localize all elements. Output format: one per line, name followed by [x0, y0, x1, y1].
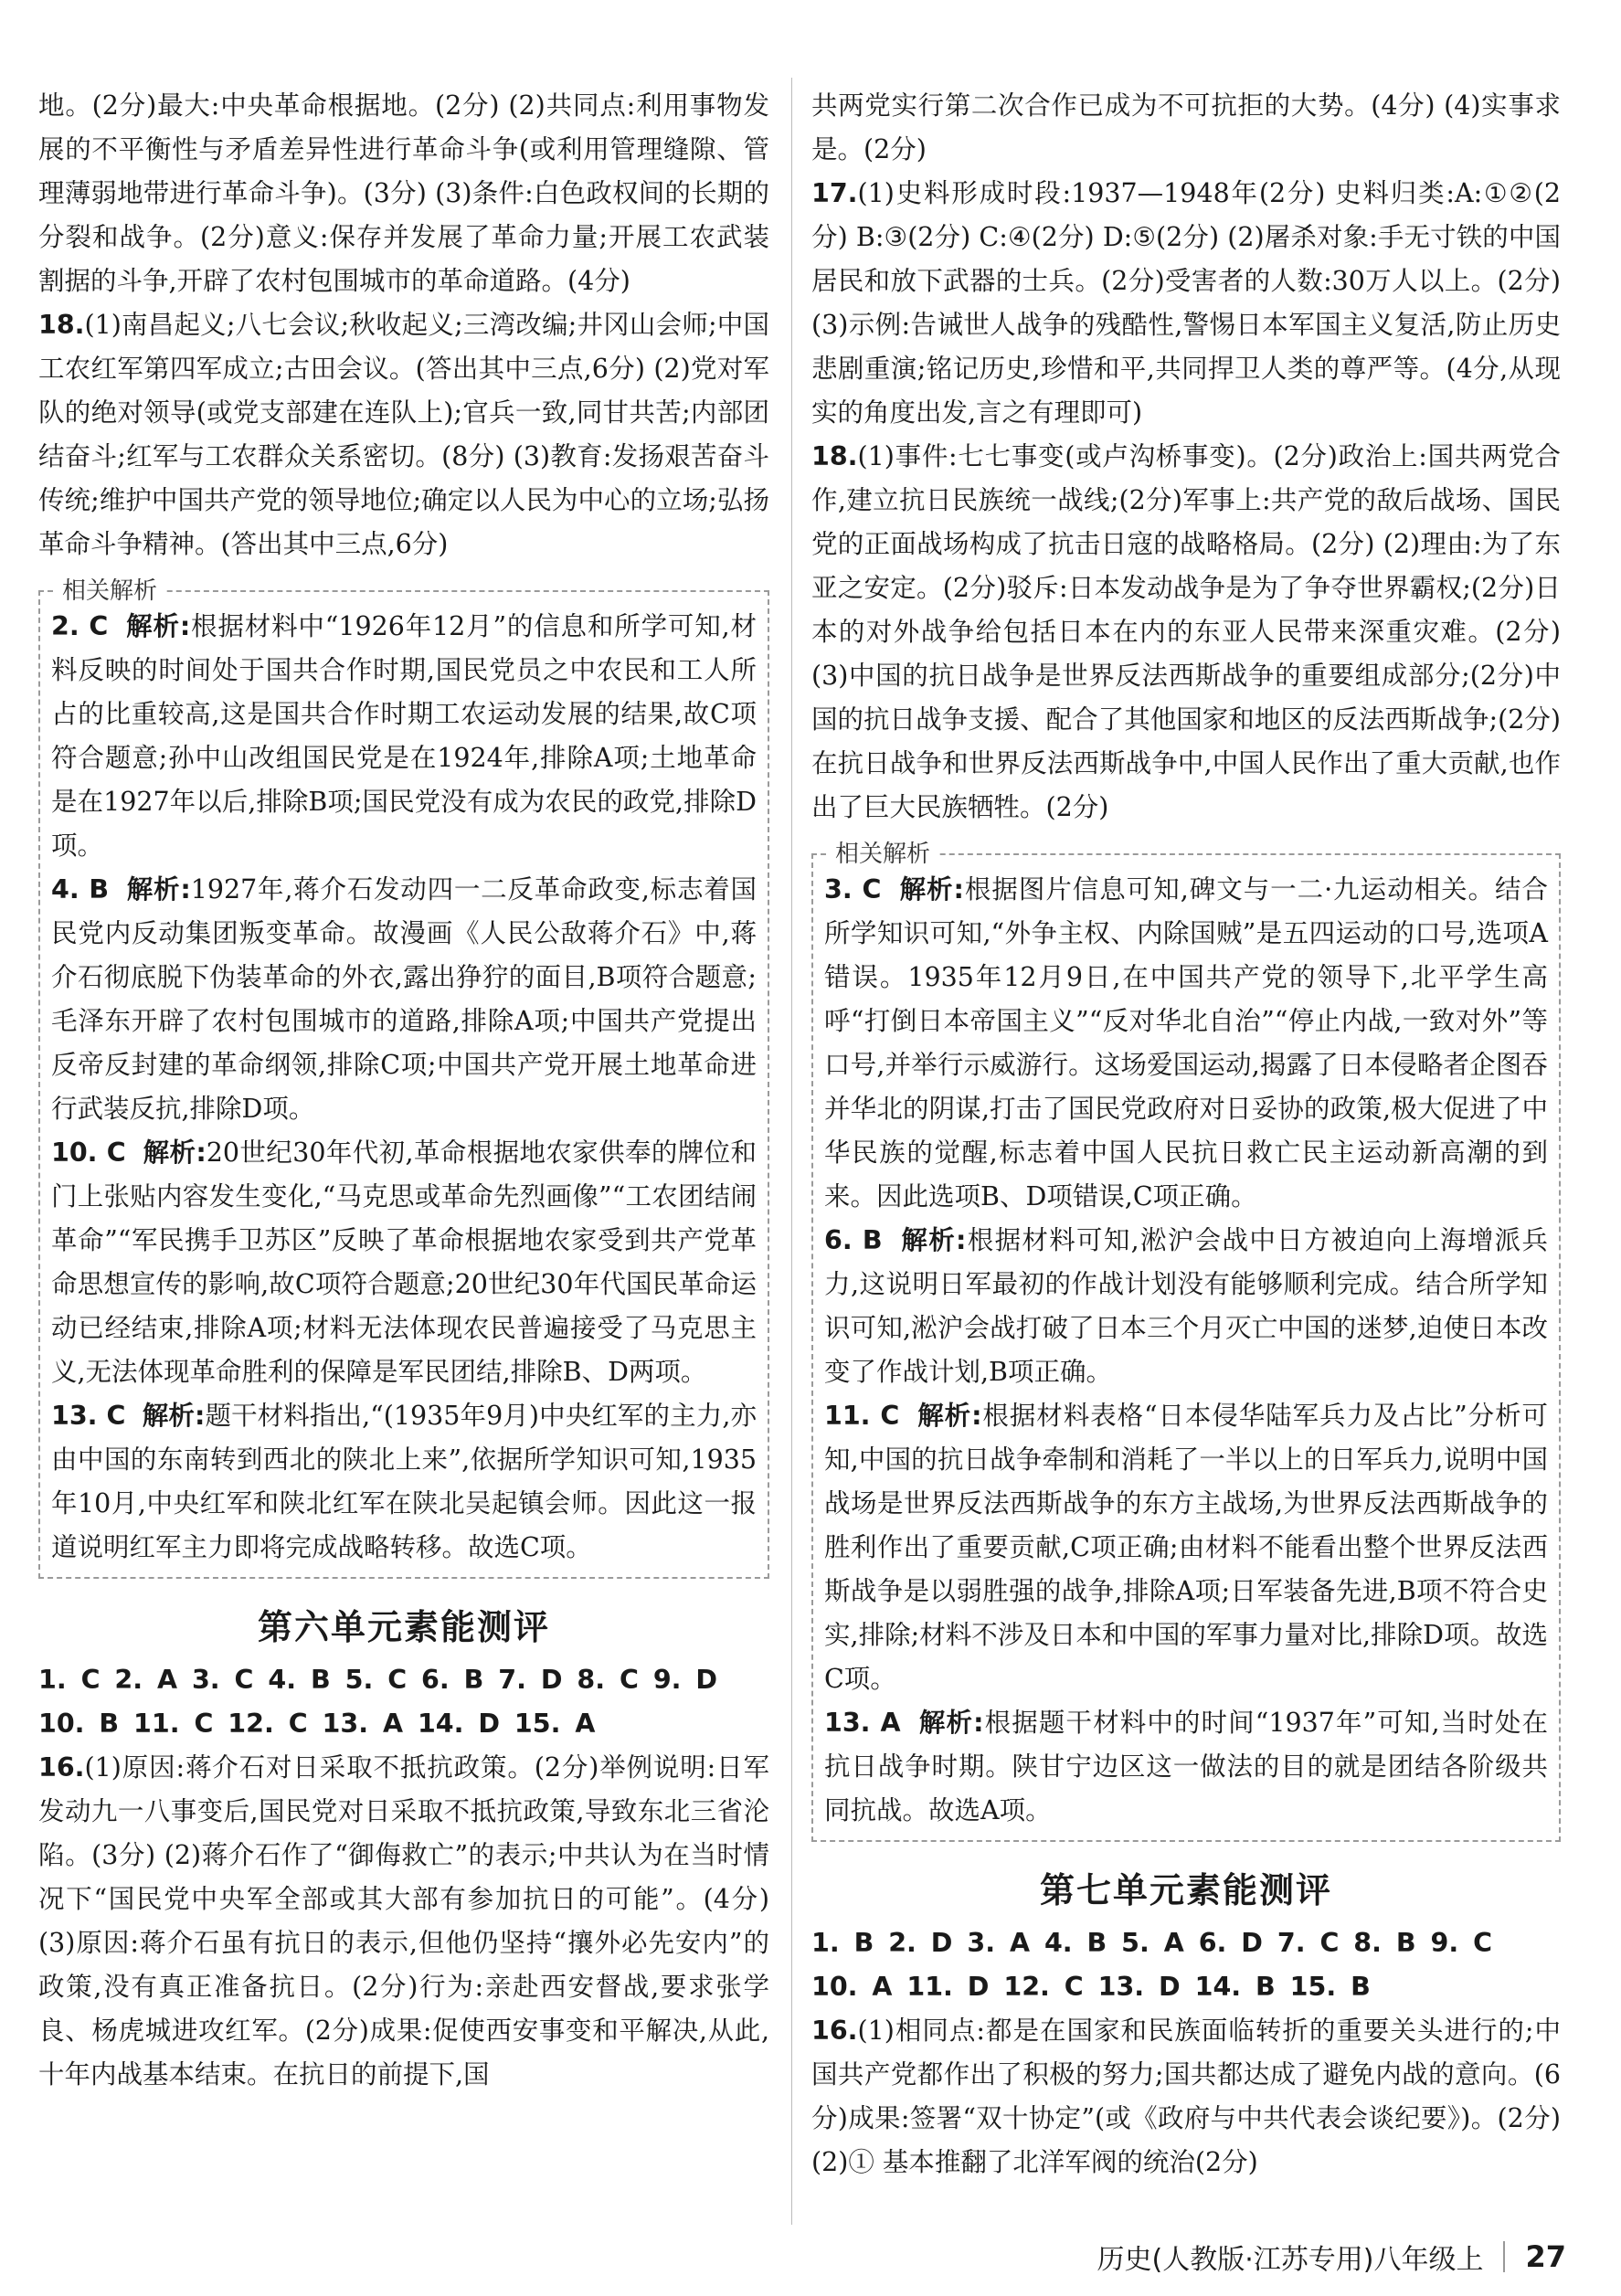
- analysis-item: 10. C 解析:20世纪30年代初,革命根据地农家供奉的牌位和门上张贴内容发生变化,“马克思或革命先烈画像”“工农团结闹革命”“军民携手卫苏区”反映了革命根据地农家受到共产党革命思想宣传的影响,故C项符合题意;20世纪30年代国民革命运动已经结束,排除A项;材料无法体现农民普遍接受了马克思主义,无法体现革命胜利的保障是军民团结,排除B、D两项。: [51, 1137, 758, 1387]
- analysis-item: 4. B 解析:1927年,蒋介石发动四一二反革命政变,标志着国民党内反动集团叛变革命。故漫画《人民公敌蒋介石》中,蒋介石彻底脱下伪装革命的外衣,露出狰狞的面目,B项符合题意;毛泽东开辟了农村包围城市的道路,排除A项;中国共产党提出反帝反封建的革命纲领,排除C项;中国共产党开展土地革命进行武装反抗,排除D项。: [51, 874, 758, 1124]
- left-answer-18: 18.(1)南昌起义;八七会议;秋收起义;三湾改编;井冈山会师;中国工农红军第四军成立;古田会议。(答出其中三点,6分) (2)党对军队的绝对领导(或党支部建在连队上);官兵一致,同甘共苦;内部团结奋斗;红军与工农群众关系密切。(8分) (3)教育:发扬艰苦奋斗传统;维护中国共产党的领导地位;确定以人民为中心的立场;弘扬革命斗争精神。(答出其中三点,6分): [38, 310, 769, 559]
- analysis-item: 13. A 解析:根据题干材料中的时间“1937年”可知,当时处在抗日战争时期。陕甘宁边区这一做法的目的就是团结各阶级共同抗战。故选A项。: [824, 1708, 1548, 1825]
- footer-subject: 历史(人教版·江苏专用)八年级上: [1097, 2244, 1484, 2276]
- unit6-answer-16: 16.(1)原因:蒋介石对日采取不抵抗政策。(2分)举例说明:日军发动九一八事变后,国民党对日采取不抵抗政策,导致东北三省沦陷。(3分) (2)蒋介石作了“御侮救亡”的表示;中共认为在当时情况下“国民党中央军全部或其大部有参加抗日的可能”。(4分) (3)原因:蒋介石虽有抗日的表示,但他仍坚持“攘外必先安内”的政策,没有真正准备抗日。(2分)行为:亲赴西安督战,要求张学良、杨虎城进攻红军。(2分)成果:促使西安事变和平解决,从此,十年内战基本结束。在抗日的前提下,国: [38, 1752, 769, 2090]
- analysis-item: 6. B 解析:根据材料可知,淞沪会战中日方被迫向上海增派兵力,这说明日军最初的作战计划没有能够顺利完成。结合所学知识可知,淞沪会战打破了日本三个月灭亡中国的迷梦,迫使日本改变了作战计划,B项正确。: [824, 1225, 1549, 1387]
- related-analysis-box: [811, 841, 1561, 1842]
- right-answer-18: 18.(1)事件:七七事变(或卢沟桥事变)。(2分)政治上:国共两党合作,建立抗日民族统一战线;(2分)军事上:共产党的敌后战场、国民党的正面战场构成了抗击日寇的战略格局。(2分) (2)理由:为了东亚之安定。(2分)驳斥:日本发动战争是为了争夺世界霸权;(2分)日本的对外战争给包括日本在内的东亚人民带来深重灾难。(2分) (3)中国的抗日战争是世界反法西斯战争的重要组成部分;(2分)中国的抗日战争支援、配合了其他国家和地区的反法西斯战争;(2分)在抗日战争和世界反法西斯战争中,中国人民作出了重大贡献,也作出了巨大民族牺牲。(2分): [811, 441, 1561, 822]
- footer-separator: [1503, 2241, 1505, 2272]
- column-divider: [791, 78, 792, 2225]
- right-continuation: 共两党实行第二次合作已成为不可抗拒的大势。(4分) (4)实事求是。(2分): [811, 90, 1561, 164]
- unit7-answers-row1: 1. B 2. D 3. A 4. B 5. A 6. D 7. C 8. B 9. C: [811, 1928, 1493, 1958]
- left-column: [38, 84, 769, 2097]
- right-column: [811, 84, 1561, 2185]
- unit6-answers-row1: 1. C 2. A 3. C 4. B 5. C 6. B 7. D 8. C 9. D: [38, 1665, 718, 1695]
- unit6-answers-row2: 10. B 11. C 12. C 13. A 14. D 15. A: [38, 1709, 596, 1739]
- analysis-item: 2. C 解析:根据材料中“1926年12月”的信息和所学可知,材料反映的时间处于国共合作时期,国民党员之中农民和工人所占的比重较高,这是国共合作时期工农运动发展的结果,故C项符合题意;孙中山改组国民党是在1924年,排除A项;土地革命是在1927年以后,排除B项;国民党没有成为农民的政党,排除D项。: [51, 611, 757, 861]
- page-footer: [1097, 2237, 1566, 2277]
- analysis-item: 11. C 解析:根据材料表格“日本侵华陆军兵力及占比”分析可知,中国的抗日战争牵制和消耗了一半以上的日军兵力,说明中国战场是世界反法西斯战争的东方主战场,为世界反法西斯战争的胜利作出了重要贡献,C项正确;由材料不能看出整个世界反法西斯战争是以弱胜强的战争,排除A项;日军装备先进,B项不符合史实,排除;材料不涉及日本和中国的军事力量对比,排除D项。故选C项。: [824, 1401, 1548, 1694]
- unit7-answers-row2: 10. A 11. D 12. C 13. D 14. B 15. B: [811, 1972, 1371, 2002]
- analysis-item: 13. C 解析:题干材料指出,“(1935年9月)中央红军的主力,亦由中国的东南转到西北的陕北上来”,依据所学知识可知,1935年10月,中央红军和陕北红军在陕北吴起镇会师。因此这一报道说明红军主力即将完成战略转移。故选C项。: [51, 1401, 758, 1562]
- analysis-item: 3. C 解析:根据图片信息可知,碑文与一二·九运动相关。结合所学知识可知,“外争主权、内除国贼”是五四运动的口号,选项A错误。1935年12月9日,在中国共产党的领导下,北平学生高呼“打倒日本帝国主义”“反对华北自治”“停止内战,一致对外”等口号,并举行示威游行。这场爱国运动,揭露了日本侵略者企图吞并华北的阴谋,打击了国民党政府对日妥协的政策,极大促进了中华民族的觉醒,标志着中国人民抗日救亡民主运动新高潮的到来。因此选项B、D项错误,C项正确。: [824, 874, 1549, 1211]
- page-number: 27: [1525, 2239, 1566, 2274]
- related-analysis-label: 相关解析: [826, 835, 939, 869]
- right-answer-17: 17.(1)史料形成时段:1937—1948年(2分) 史料归类:A:①②(2分) B:③(2分) C:④(2分) D:⑤(2分) (2)屠杀对象:手无寸铁的中国居民和放下武器的士兵。(2分)受害者的人数:30万人以上。(2分) (3)示例:告诫世人战争的残酷性,警惕日本军国主义复活,防止历史悲剧重演;铭记历史,珍惜和平,共同捍卫人类的尊严等。(4分,从现实的角度出发,言之有理即可): [811, 178, 1561, 428]
- related-analysis-label: 相关解析: [53, 572, 166, 606]
- unit6-title: 第六单元素能测评: [257, 1606, 550, 1647]
- unit7-title: 第七单元素能测评: [1039, 1869, 1332, 1910]
- related-analysis-box: [38, 577, 769, 1579]
- left-continuation: 地。(2分)最大:中央革命根据地。(2分) (2)共同点:利用事物发展的不平衡性与矛盾差异性进行革命斗争(或利用管理缝隙、管理薄弱地带进行革命斗争)。(3分) (3)条件:白色政权间的长期的分裂和战争。(2分)意义:保存并发展了革命力量;开展工农武装割据的斗争,开辟了农村包围城市的革命道路。(4分): [38, 90, 769, 296]
- unit7-answer-16: 16.(1)相同点:都是在国家和民族面临转折的重要关头进行的;中国共产党都作出了积极的努力;国共都达成了避免内战的意向。(6分)成果:签署“双十协定”(或《政府与中共代表会谈纪要》)。(2分) (2)① 基本推翻了北洋军阀的统治(2分): [811, 2016, 1561, 2177]
